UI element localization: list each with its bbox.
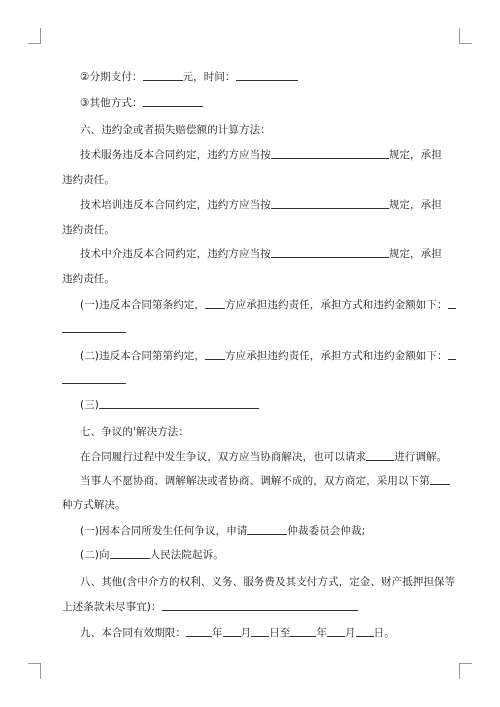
blank-field [290, 626, 316, 637]
blank-field [430, 474, 450, 485]
breach-liability-line [62, 272, 115, 286]
blank-field [143, 96, 203, 107]
crop-mark-bottom-right-h [459, 663, 472, 664]
blank-field [162, 600, 358, 611]
blank-field [62, 373, 126, 384]
text: (三) [80, 399, 99, 411]
text: 技术中介违反本合同约定，违约方应当按 [80, 248, 271, 260]
text: 规定，承担 [388, 149, 442, 161]
blank-field [356, 626, 374, 637]
section-7-heading [80, 425, 189, 439]
crop-mark-bottom-left-v [40, 663, 41, 679]
blank-field [110, 548, 150, 559]
text: (二)违反本合同第第约定， [80, 350, 205, 362]
clause-2-continuation [62, 373, 126, 387]
clause-2-breach-line [80, 349, 456, 363]
crop-mark-top-left-h [28, 43, 41, 44]
text: 技术服务违反本合同约定，违约方应当按 [80, 149, 271, 161]
text: 规定，承担 [388, 199, 442, 211]
other-method-line [80, 96, 203, 110]
breach-liability-line [62, 173, 115, 187]
text: (二)向 [80, 549, 110, 561]
blank-field [271, 247, 389, 258]
text: 种方式解决。 [62, 499, 126, 511]
text: 月 [345, 627, 356, 639]
blank-field [251, 626, 269, 637]
text: 九、本合同有效期限： [80, 627, 186, 639]
text: ②分期支付： [80, 71, 143, 83]
crop-mark-bottom-left-h [28, 663, 41, 664]
text: 仲裁委员会仲裁; [287, 525, 366, 537]
crop-mark-bottom-right-v [459, 663, 460, 679]
text: 七、争议的'解决方法： [80, 426, 189, 438]
text: (一)因本合同所发生任何争议，申请 [80, 525, 248, 537]
breach-liability-line [62, 223, 115, 237]
clause-3-line [80, 398, 259, 412]
mediation-line [80, 450, 447, 464]
blank-field [271, 198, 389, 209]
text: 年 [316, 627, 328, 639]
text: 方应承担违约责任，承担方式和违约金额如下： [225, 299, 448, 311]
text: ③其他方式： [80, 97, 143, 109]
text: 违约责任。 [62, 273, 115, 285]
text: 月 [240, 627, 252, 639]
text: (一)违反本合同第条约定， [80, 299, 205, 311]
blank-field [143, 70, 183, 81]
text: 日至 [269, 627, 291, 639]
text: 违约责任。 [62, 224, 115, 236]
text: 年 [212, 627, 223, 639]
blank-field [271, 148, 389, 159]
blank-field [223, 626, 241, 637]
text: 日。 [373, 627, 395, 639]
blank-field [62, 322, 126, 333]
text: 人民法院起诉。 [149, 549, 224, 561]
text: 八、其他(含中介方的权利、义务、服务费及其支付方式，定金、财产抵押担保等 [80, 576, 456, 588]
blank-field [205, 349, 225, 360]
text: 在合同履行过程中发生争议，双方应当协商解决，也可以请求 [80, 451, 367, 463]
crop-mark-top-left-v [40, 28, 41, 44]
text: 技术培训违反本合同约定，违约方应当按 [80, 199, 271, 211]
blank-field [448, 349, 456, 360]
clause-1-breach-line [80, 298, 456, 312]
text: 六、违约金或者损失赔偿额的计算方法： [80, 124, 271, 136]
text: 规定，承担 [388, 248, 442, 260]
blank-field [99, 398, 259, 409]
blank-field [366, 450, 394, 461]
text: 违约责任。 [62, 174, 115, 186]
section-8-heading [80, 575, 455, 589]
text: 方应承担违约责任，承担方式和违约金额如下： [225, 350, 448, 362]
service-breach-line [80, 148, 442, 162]
agency-breach-line [80, 247, 442, 261]
blank-field [186, 626, 212, 637]
dispute-choice-line [80, 474, 450, 488]
court-line [80, 548, 224, 562]
blank-field [236, 70, 298, 81]
installment-payment-line [80, 70, 298, 84]
arbitration-line [80, 524, 365, 538]
section-6-heading [80, 123, 271, 137]
blank-field [205, 298, 225, 309]
blank-field [247, 524, 287, 535]
section-8-continuation [62, 600, 358, 614]
clause-1-continuation [62, 322, 126, 336]
dispute-choice-continuation [62, 498, 126, 512]
crop-mark-top-right-v [459, 28, 460, 44]
crop-mark-top-right-h [459, 43, 472, 44]
validity-period-line [80, 626, 395, 640]
text: 当事人不愿协商、调解解决或者协商、调解不成的，双方商定，采用以下第 [80, 475, 430, 487]
text: 元，时间： [182, 71, 236, 83]
blank-field [327, 626, 345, 637]
text: 上述条款未尽事宜)： [62, 601, 162, 613]
text: 进行调解。 [394, 451, 448, 463]
blank-field [448, 298, 456, 309]
training-breach-line [80, 198, 442, 212]
